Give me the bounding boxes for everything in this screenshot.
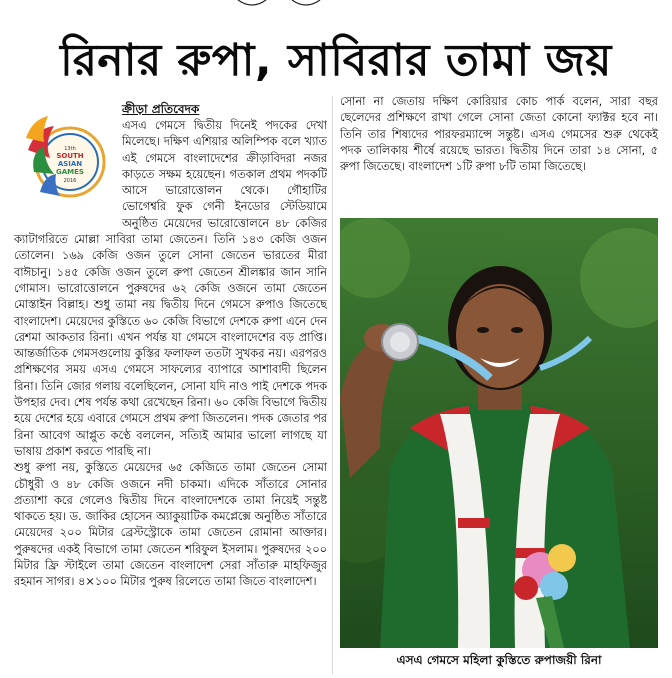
logo-wrap-space [14,118,122,218]
logo-line2: SOUTH [56,152,84,160]
page-top-ornament [0,0,672,14]
athlete-photo [340,218,658,648]
byline: ক্রীড়া প্রতিবেদক [122,102,200,116]
logo-line1: 13th [64,146,76,152]
column-divider [332,96,333,674]
article-column-1 [14,118,327,674]
headline: রিনার রুপা, সাবিরার তামা জয় [60,35,612,86]
logo-line5: 2016 [63,178,77,184]
logo-line4: GAMES [56,168,84,176]
photo-caption: এসএ গেমসে মহিলা কুস্তিতে রুপাজয়ী রিনা [396,653,602,667]
article-paragraph-1: এসএ গেমসে দ্বিতীয় দিনেই পদকের দেখা মিলেছে। দক্ষিণ এশিয়ার অলিম্পিক বলে খ্যাত এই গেমসে বাংলাদেশের ক্রীড়াবিদরা নজর কাড়তে সক্ষম হয়েছেন। গতকাল প্রথম পদকটি আসে ভারোত্তোলন থেকে। গৌহাটির ভোগেশ্বরি ফুক গেনী ইনডোর স্টেডিয়ামে অনুষ্ঠিত মেয়েদের ভারোত্তোলনে ৪৮ কেজির ক্যাটাগরিতে মোল্লা সাবিরা তামা জেতেন। তিনি ১৪৩ কেজি ওজন তোলেন। ১৬৯ কেজি ওজন তুলে সোনা জেতেন ভারতের মীরা বাঈচানু। ১৪৫ কেজি ওজন তুলে রুপা জেতেন শ্রীলঙ্কার জান সানি গোমাস। ভারোত্তোলনে পুরুষদের ৬২ কেজি ওজনে তামা জেতেন মোস্তাইন বিল্লাহ। শুধু তামা নয় দ্বিতীয় দিনে গেমসে রুপাও জিতেছে বাংলাদেশ। মেয়েদের কুস্তিতে ৬০ কেজি বিভাগে দেশকে রুপা এনে দেন রেশমা আকতার রিনা। এখন পর্যন্ত যা গেমসে বাংলাদেশের বড় প্রাপ্তি। আন্তর্জাতিক গেমসগুলোয় কুস্তির ফলাফল ততটা সুখকর নয়। এরপরও প্রশিক্ষণের সময় এসএ গেমসে সাফল্যের ব্যাপারে আশাবাদী ছিলেন রিনা। তিনি জোর গলায় বলেছিলেন, সোনা যদি নাও পাই দেশকে পদক উপহার দেব। শেষ পর্যন্ত কথা রেখেছেন রিনা। ৬০ কেজি বিভাগে দ্বিতীয় হয়ে দেশের হয়ে এবারে গেমসে প্রথম রুপা জিতলেন। পদক জেতার পর রিনা আবেগ আপ্লুত কণ্ঠে বললেন, সত্যিই আমার ভালো লাগছে যা ভাষায় প্রকাশ করতে পারছি না। [14,119,327,458]
logo-line3: ASIAN [57,160,83,168]
article-paragraph-2: শুধু রুপা নয়, কুস্তিতে মেয়েদের ৬৫ কেজিতে তামা জেতেন সোমা চৌধুরী ও ৪৮ কেজি ওজনে নদী চাকমা। এদিকে সাঁতারে সোনার প্রত্যাশা করে গেলেও দ্বিতীয় দিনে বাংলাদেশকে তামা নিয়েই সন্তুষ্ট থাকতে হয়। ড. জাকির হোসেন অ্যাকুয়াটিক কমপ্লেক্সে অনুষ্ঠিত সাঁতারে মেয়েদের ২০০ মিটার ব্রেস্টস্ট্রোকে তামা জেতেন রোমানা আক্তার। পুরুষদের একই বিভাগে তামা জেতেন শরিফুল ইসলাম। পুরুষদের ২০০ মিটার ফ্রি স্টাইলে তামা জেতেন বাংলাদেশ সেরা সাঁতারু মাহফিজুর রহমান সাগর। ৪×১০০ মিটার পুরুষ রিলেতে তামা জিতে বাংলাদেশ। [14,461,327,589]
article-paragraph-3: সোনা না জেতায় দক্ষিণ কোরিয়ার কোচ পার্ক বলেন, সারা বছর ছেলেদের প্রশিক্ষণে রাখা গেলে সোনা জেতা কোনো ফ্যাক্টর হবে না। তিনি তার শিষ্যদের পারফরম্যান্সে সন্তুষ্ট। এসএ গেমসের শুরু থেকেই পদক তালিকায় শীর্ষে রয়েছে ভারত। দ্বিতীয় দিনে তারা ১৪ সোনা, ৫ রুপা জিতেছে। বাংলাদেশ ১টি রুপা ৮টি তামা জিতেছে। [340,95,658,174]
